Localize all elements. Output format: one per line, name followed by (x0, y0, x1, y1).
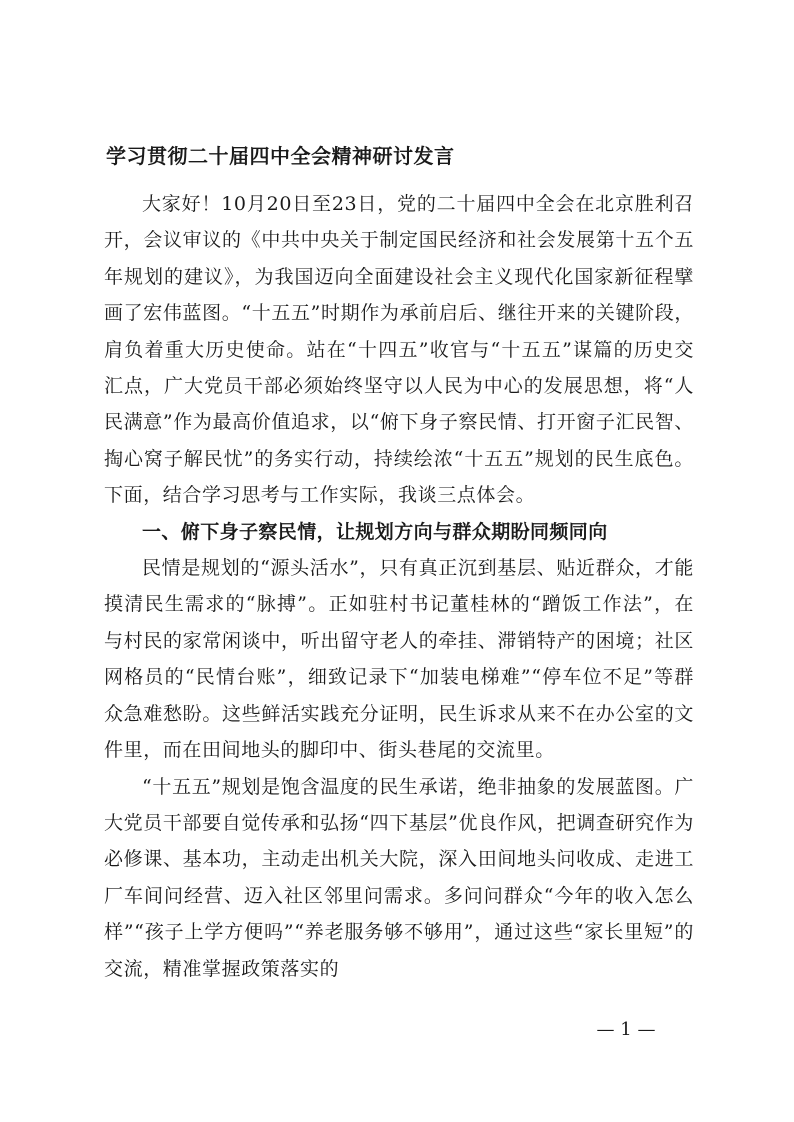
section1-paragraph-1: 民情是规划的“源头活水”，只有真正沉到基层、贴近群众，才能摸清民生需求的“脉搏”。正如驻村书记董桂林的“蹭饭工作法”，在与村民的家常闲谈中，听出留守老人的牵挂、滞销特产的困境；社区网格员的“民情台账”，细致记录下“加装电梯难”“停车位不足”等群众急难愁盼。这些鲜活实践充分证明，民生诉求从来不在办公室的文件里，而在田间地头的脚印中、街头巷尾的交流里。 (104, 557, 694, 762)
section-heading-1: 一、俯下身子察民情，让规划方向与群众期盼同频同向 (142, 520, 608, 543)
intro-paragraph: 大家好！10月20日至23日，党的二十届四中全会在北京胜利召开，会议审议的《中共中央关于制定国民经济和社会发展第十五个五年规划的建议》，为我国迈向全面建设社会主义现代化国家新征程擘画了宏伟蓝图。“十五五”时期作为承前启后、继往开来的关键阶段，肩负着重大历史使命。站在“十四五”收官与“十五五”谋篇的历史交汇点，广大党员干部必须始终坚守以人民为中心的发展思想，将“人民满意”作为最高价值追求，以“俯下身子察民情、打开窗子汇民智、掏心窝子解民忧”的务实行动，持续绘浓“十五五”规划的民生底色。下面，结合学习思考与工作实际，我谈三点体会。 (104, 193, 694, 507)
document-title: 学习贯彻二十届四中全会精神研讨发言 (106, 144, 455, 168)
page-number: — 1 — (596, 1019, 656, 1040)
document-body (104, 186, 694, 987)
section1-paragraph-2: “十五五”规划是饱含温度的民生承诺，绝非抽象的发展蓝图。广大党员干部要自觉传承和弘扬“四下基层”优良作风，把调查研究作为必修课、基本功，主动走出机关大院，深入田间地头问收成、走进工厂车间问经营、迈入社区邻里问需求。多问问群众“今年的收入怎么样”“孩子上学方便吗”“养老服务够不够用”，通过这些“家长里短”的交流，精准掌握政策落实的 (104, 775, 694, 980)
